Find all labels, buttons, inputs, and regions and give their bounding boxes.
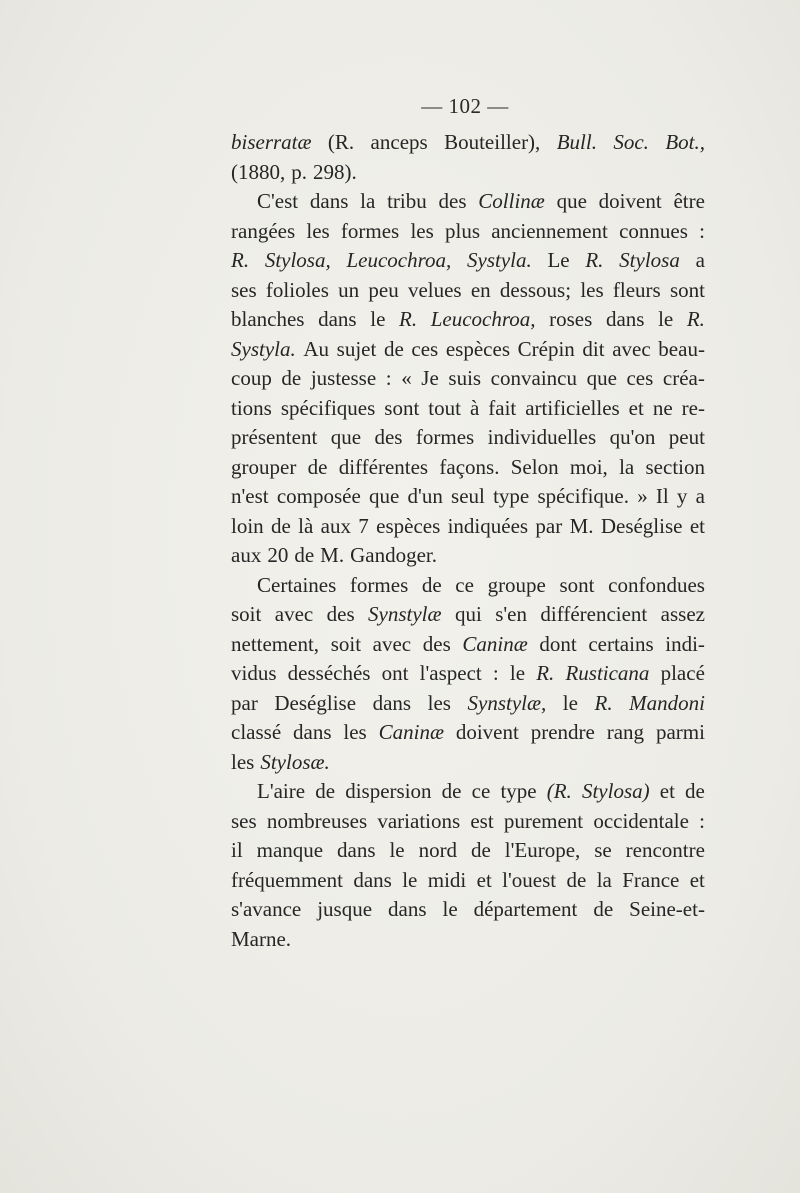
text-line [231, 748, 705, 778]
word: nord [418, 838, 458, 862]
word: : [699, 218, 705, 243]
italic-word: Soc. [613, 130, 649, 154]
word: les [580, 277, 604, 302]
word: desséchés [287, 661, 371, 685]
text-line [231, 246, 705, 276]
word: façons. [439, 454, 500, 479]
italic-word: Stylosa) [581, 779, 650, 803]
word: que [369, 484, 400, 508]
word: fleurs [612, 277, 661, 302]
word: 7 [358, 513, 369, 538]
word: il [231, 838, 243, 862]
italic-word: Systyla. [467, 248, 532, 272]
word: dont [539, 631, 577, 656]
word: aux [320, 513, 351, 538]
text-line [231, 335, 705, 365]
word: dans [309, 189, 349, 213]
word: dessous; [499, 277, 572, 302]
word: des [422, 631, 451, 656]
word: et [628, 395, 644, 420]
word: l'Europe, [504, 838, 581, 862]
word: spécifique. [537, 484, 629, 508]
italic-word: R. [536, 661, 555, 685]
word: le [442, 897, 458, 921]
word: et [689, 867, 705, 892]
text-line [231, 305, 705, 335]
word: que [330, 425, 362, 449]
word: jusque [317, 897, 373, 921]
word: Certaines [257, 572, 337, 597]
word: espèces [376, 513, 441, 538]
word: folioles [265, 277, 329, 302]
word: d'un [407, 484, 443, 508]
word: moi, [569, 454, 608, 479]
word: la [596, 867, 612, 892]
italic-word: Stylosa, [264, 248, 331, 272]
italic-word: (R. [546, 779, 572, 803]
word: manque [256, 838, 324, 862]
word: ces [626, 366, 654, 390]
word: indiquées [447, 513, 529, 538]
word: grouper [231, 454, 297, 479]
italic-word: Caninæ [378, 720, 444, 744]
word: soit [330, 631, 362, 656]
word: vidus [231, 661, 277, 685]
word: des [374, 425, 403, 449]
word: indi- [665, 631, 705, 656]
page-number: — 102 — [421, 94, 509, 118]
word: et [659, 779, 675, 803]
text-line [231, 807, 705, 837]
word: créa- [662, 366, 705, 390]
word: dans [293, 720, 332, 744]
italic-word: Rusticana [565, 661, 650, 685]
word: occidentale [593, 808, 689, 833]
word: doivent [455, 720, 519, 744]
word: parmi [655, 720, 705, 744]
word: ont [381, 661, 409, 685]
word: C'est [257, 189, 299, 213]
word: anciennement [491, 218, 608, 243]
word: classé [231, 720, 282, 744]
word: dispersion [345, 779, 432, 803]
italic-word: biserratæ [231, 130, 312, 154]
word: convaincu [490, 366, 577, 390]
word: que [556, 189, 587, 213]
word: rangées [231, 218, 296, 243]
word: Au [303, 336, 330, 361]
word: ces [411, 336, 439, 361]
word: les [231, 749, 255, 774]
word: : [492, 661, 499, 685]
word: la [619, 454, 635, 479]
word: assez [660, 602, 705, 626]
word: (R. [327, 130, 355, 154]
word: placé [660, 661, 705, 685]
word: rencontre [625, 838, 705, 862]
italic-word: R. [594, 690, 613, 715]
text-line [231, 630, 705, 660]
text-line [231, 364, 705, 394]
text-line [231, 600, 705, 630]
word: sujet [336, 336, 377, 361]
text-line [231, 895, 705, 925]
word: plus [445, 218, 481, 243]
word: là [298, 513, 314, 538]
word: un [338, 277, 360, 302]
word: département [473, 897, 578, 921]
word: les [306, 218, 330, 243]
word: a [695, 484, 705, 508]
word: Deséglise [600, 513, 683, 538]
word: l'ouest [502, 867, 557, 892]
word: loin [231, 513, 264, 538]
word: p. [291, 159, 307, 184]
word: Gandoger. [350, 543, 437, 567]
italic-word: Collinæ [478, 189, 545, 213]
word: spécifiques [280, 395, 376, 420]
word: différencient [540, 602, 648, 626]
word: s'en [495, 602, 527, 626]
word: de [441, 779, 462, 803]
word: à [469, 395, 480, 420]
word: certains [588, 631, 654, 656]
word: nombreuses [266, 808, 368, 833]
word: : [699, 808, 705, 833]
word: suis [448, 366, 482, 390]
word: 298). [313, 159, 357, 184]
word: dans [372, 690, 412, 715]
word: blanches [231, 307, 305, 331]
word: et [689, 513, 705, 538]
word: type [500, 779, 537, 803]
word: fait [488, 395, 517, 420]
word: beau- [658, 336, 705, 361]
word: différentes [338, 454, 429, 479]
word: de [421, 572, 442, 597]
word: Marne. [231, 926, 292, 951]
word: roses [549, 307, 593, 331]
word: de [471, 838, 491, 862]
word: qui [454, 602, 482, 626]
text-line [231, 158, 705, 188]
italic-word: Synstylæ [368, 602, 442, 626]
word: doivent [598, 189, 662, 213]
word: : [385, 366, 392, 390]
word: de [294, 543, 315, 567]
text-line [231, 217, 705, 247]
word: ne [652, 395, 673, 420]
word: avec [274, 602, 314, 626]
text-line [231, 925, 705, 955]
word: justesse [310, 366, 377, 390]
word: y [676, 484, 688, 508]
word: de [685, 779, 705, 803]
word: avec [372, 631, 412, 656]
word: midi [427, 867, 467, 892]
text-line [231, 777, 705, 807]
word: » [637, 484, 648, 508]
word: formes [340, 218, 400, 243]
text-line [231, 276, 705, 306]
italic-word: Bot., [665, 130, 705, 154]
word: sont [669, 277, 705, 302]
word: composée [276, 484, 361, 508]
italic-word: Bull. [556, 130, 597, 154]
italic-word: Leucochroa, [430, 307, 536, 331]
text-line [231, 689, 705, 719]
word: sont [559, 572, 595, 597]
text-line [231, 394, 705, 424]
word: le [389, 838, 405, 862]
italic-word: Stylosa [619, 248, 680, 272]
word: Je [421, 366, 439, 390]
word: Deséglise [274, 690, 357, 715]
word: de [281, 366, 302, 390]
text-line [231, 453, 705, 483]
word: le [562, 690, 578, 715]
word: espèces [445, 336, 510, 361]
text-line [231, 423, 705, 453]
word: dans [605, 307, 645, 331]
word: ses [231, 277, 257, 302]
word: ses [231, 808, 257, 833]
word: groupe [487, 572, 546, 597]
word: 20 [267, 543, 289, 567]
word: avec [612, 336, 651, 361]
word: que [586, 366, 617, 390]
word: n'est [231, 484, 269, 508]
word: France [622, 867, 680, 892]
text-line [231, 836, 705, 866]
word: le [658, 307, 674, 331]
word: seul [451, 484, 485, 508]
word: confondues [608, 572, 705, 597]
text-line [231, 659, 705, 689]
word: section [645, 454, 705, 479]
italic-word: Synstylæ, [467, 690, 547, 715]
word: dans [337, 838, 376, 862]
word: le [402, 867, 418, 892]
word: aux [231, 543, 262, 567]
word: des [326, 602, 355, 626]
word: les [427, 690, 451, 715]
text-line [231, 512, 705, 542]
word: par [535, 513, 563, 538]
text-line [231, 187, 705, 217]
word: de [307, 454, 328, 479]
word: qu'on [609, 425, 656, 449]
word: Seine-et- [629, 897, 705, 921]
word: fréquemment [231, 867, 343, 892]
word: M. [320, 543, 345, 567]
word: et [476, 867, 492, 892]
word: de [315, 779, 336, 803]
text-line [231, 482, 705, 512]
italic-word: Caninæ [462, 631, 528, 656]
word: connues [619, 218, 688, 243]
word: tout [428, 395, 461, 420]
word: le [370, 307, 386, 331]
word: velues [407, 277, 462, 302]
word: présentent [231, 425, 318, 449]
word: l'aspect [419, 661, 482, 685]
word: prendre [530, 720, 595, 744]
word: « [401, 366, 412, 390]
word: dit [582, 336, 605, 361]
word: Selon [510, 454, 559, 479]
word: peu [368, 277, 399, 302]
word: soit [231, 602, 262, 626]
word: variations [377, 808, 461, 833]
word: s'avance [231, 897, 302, 921]
word: tribu [387, 189, 427, 213]
word: de [271, 513, 291, 538]
text-line [231, 866, 705, 896]
word: formes [415, 425, 475, 449]
word: être [673, 189, 705, 213]
italic-word: Stylosæ. [260, 749, 330, 774]
word: individuelles [487, 425, 597, 449]
body-text [231, 128, 705, 954]
word: Crépin [517, 336, 575, 361]
word: formes [349, 572, 409, 597]
word: type [493, 484, 530, 508]
word: est [470, 808, 494, 833]
word: de [593, 897, 614, 921]
word: a [695, 248, 705, 272]
word: la [360, 189, 376, 213]
word: artificielles [525, 395, 620, 420]
word: re- [681, 395, 705, 420]
word: ce [471, 779, 491, 803]
word: Il [655, 484, 669, 508]
word: purement [503, 808, 584, 833]
italic-word: R. [231, 248, 250, 272]
word: de [383, 336, 404, 361]
italic-word: Systyla. [231, 336, 296, 361]
word: Bouteiller), [444, 130, 541, 154]
italic-word: R. [585, 248, 604, 272]
word: L'aire [257, 779, 306, 803]
word: en [470, 277, 491, 302]
word: par [231, 690, 258, 715]
word: de [566, 867, 587, 892]
word: des [438, 189, 467, 213]
text-line [231, 718, 705, 748]
italic-word: R. [686, 307, 705, 331]
word: dans [388, 897, 427, 921]
word: nettement, [231, 631, 320, 656]
word: anceps [370, 130, 428, 154]
italic-word: Leucochroa, [346, 248, 452, 272]
word: les [343, 720, 367, 744]
italic-word: Mandoni [629, 690, 705, 715]
word: dans [318, 307, 357, 331]
word: tions [231, 395, 272, 420]
text-line [231, 571, 705, 601]
italic-word: R. [399, 307, 418, 331]
word: M. [569, 513, 594, 538]
word: le [509, 661, 526, 685]
text-line [231, 128, 705, 158]
word: dans [353, 867, 392, 892]
word: peut [668, 425, 705, 449]
word: rang [606, 720, 645, 744]
word: Le [547, 248, 570, 272]
word: les [410, 218, 434, 243]
word: coup [231, 366, 272, 390]
word: sont [384, 395, 420, 420]
word: (1880, [231, 159, 286, 184]
word: ce [455, 572, 474, 597]
word: se [594, 838, 612, 862]
text-line [231, 541, 705, 571]
